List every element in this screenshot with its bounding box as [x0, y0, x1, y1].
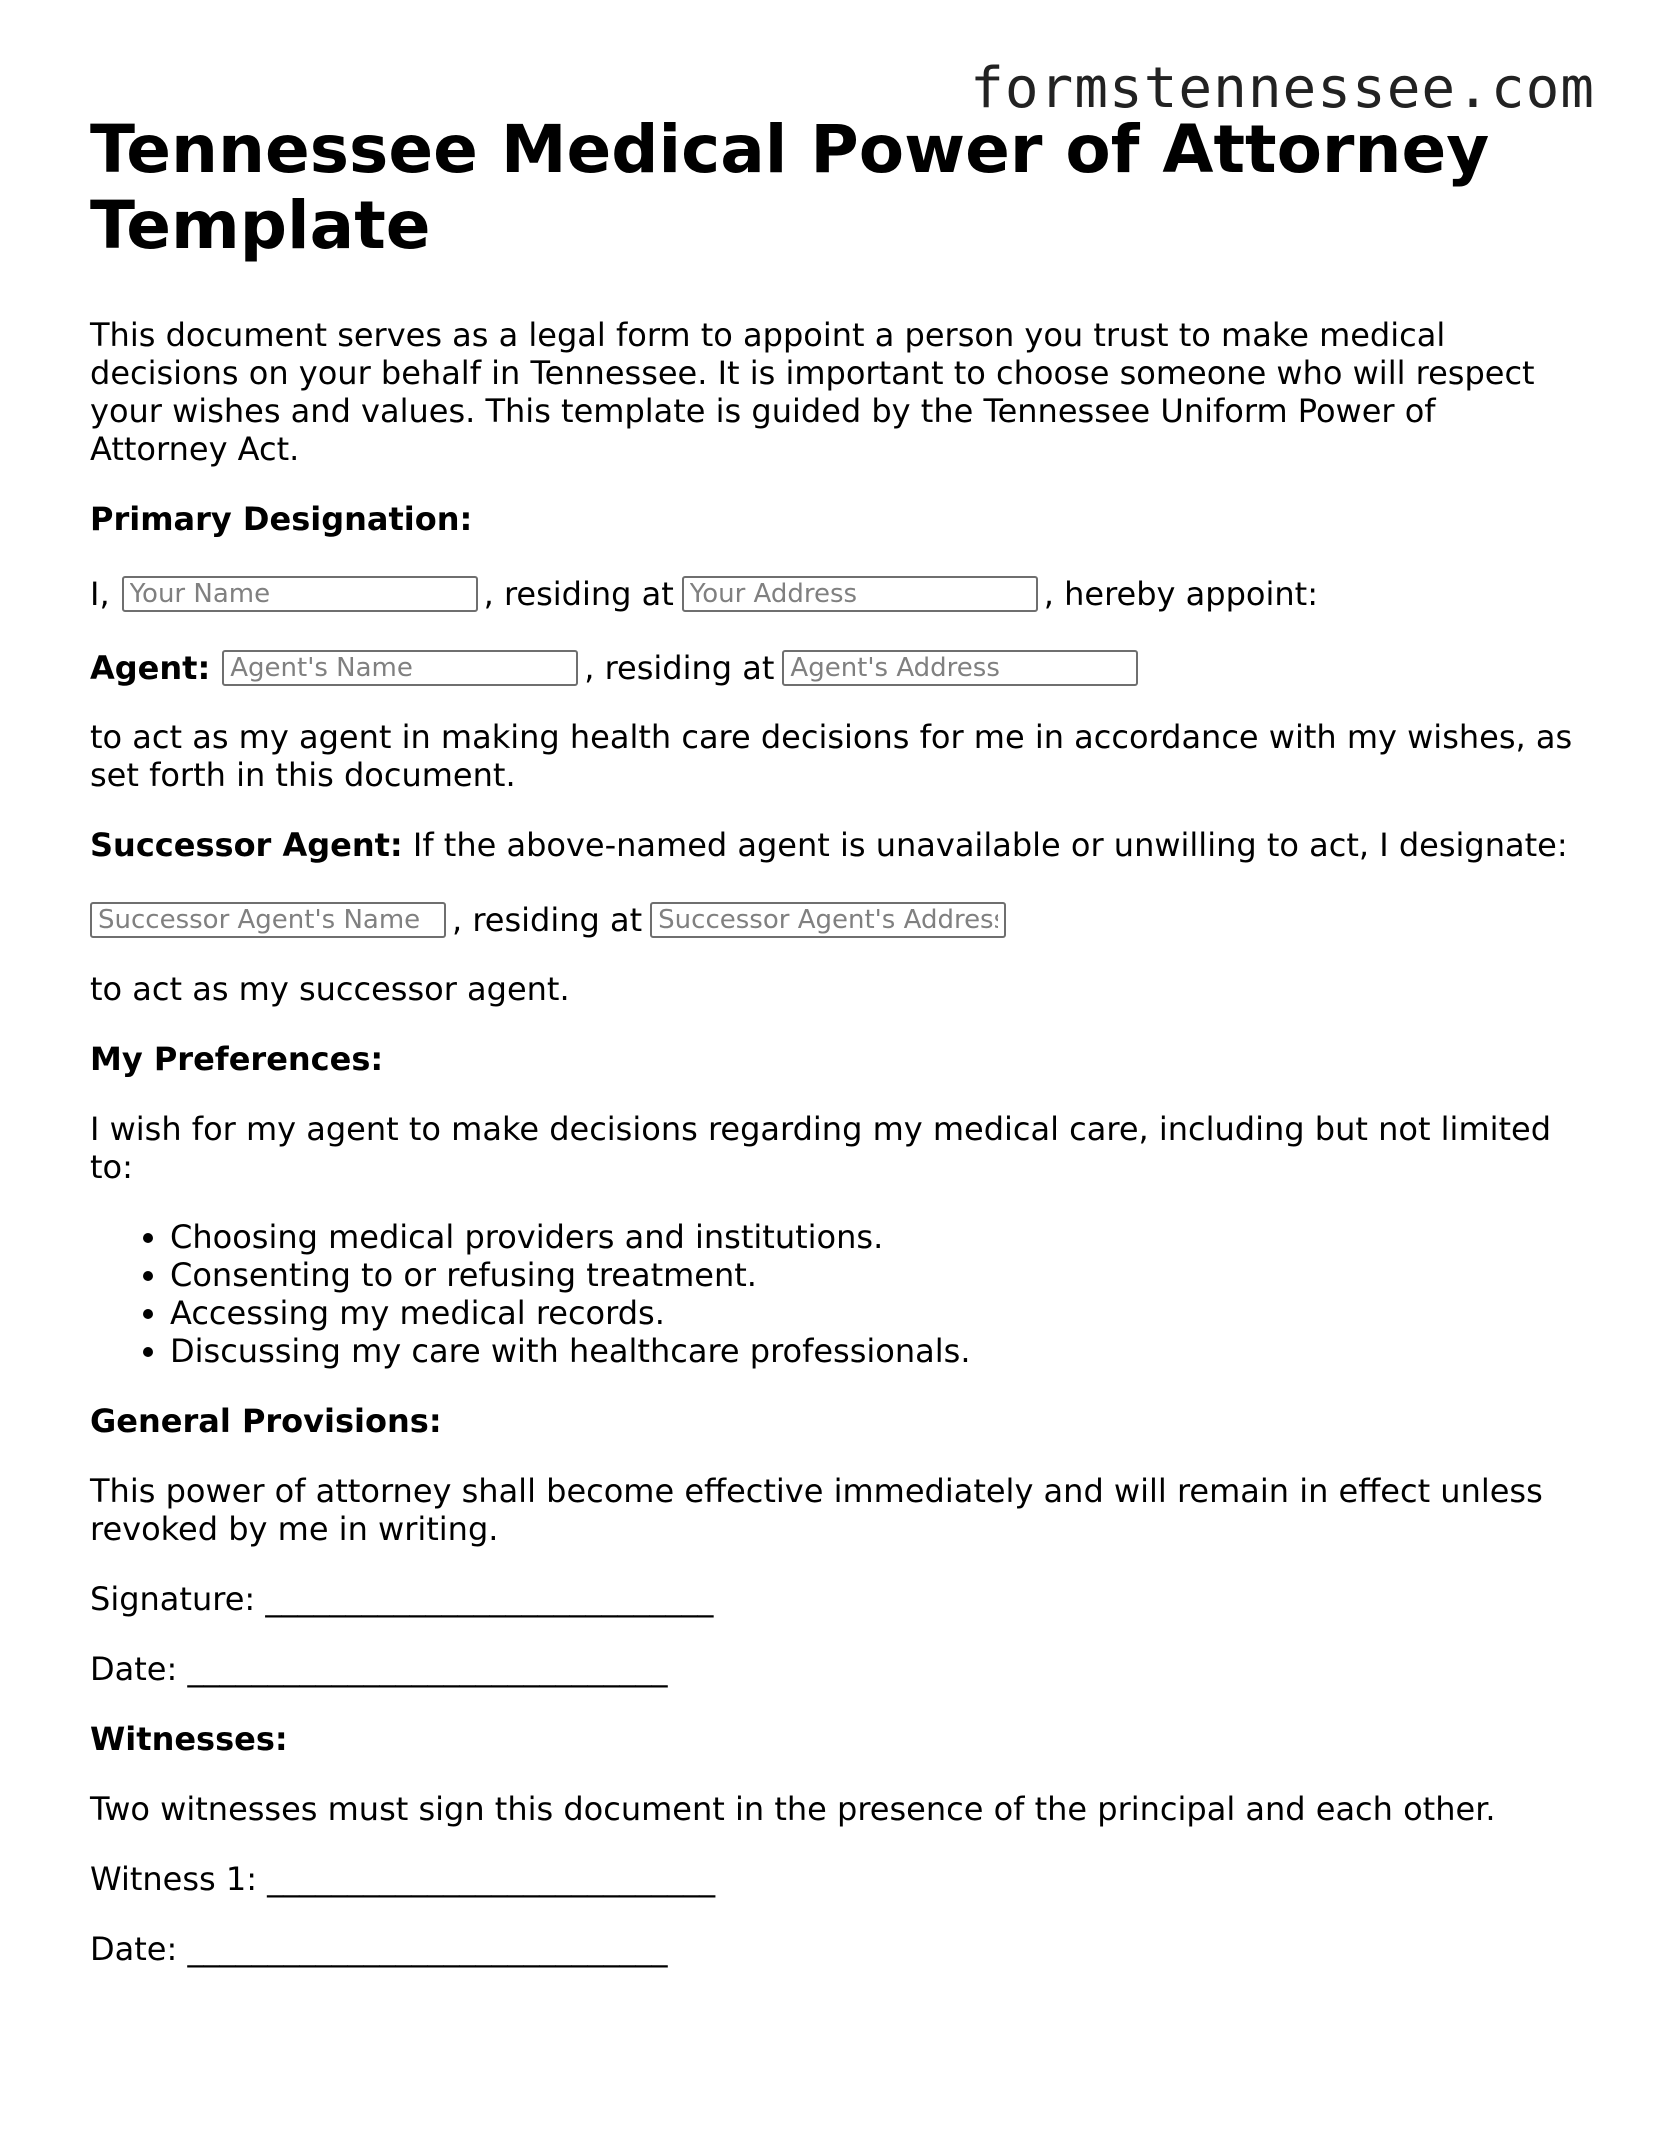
- agent-name-input[interactable]: [222, 650, 578, 686]
- agent-address-input[interactable]: [782, 650, 1138, 686]
- preferences-list: [90, 1218, 1580, 1370]
- witnesses-text: Two witnesses must sign this document in the presence of the principal and each other.: [90, 1790, 1496, 1828]
- preferences-text: I wish for my agent to make decisions regarding my medical care, including but not limited to:: [90, 1110, 1552, 1186]
- successor-intro: If the above-named agent is unavailable or unwilling to act, I designate:: [402, 826, 1568, 864]
- intro-paragraph: This document serves as a legal form to appoint a person you trust to make medical decisions on your behalf in Tennessee. It is important to choose someone who will respect your wishes and values. This template is guided by the Tennessee Uniform Power of Attorney Act.: [90, 316, 1535, 468]
- agent-row: [90, 644, 1580, 692]
- site-watermark: formstennessee.com: [970, 56, 1595, 121]
- successor-row: [90, 896, 1580, 944]
- agent-label: Agent:: [90, 649, 211, 687]
- successor-residing-text: , residing at: [452, 901, 643, 939]
- your-address-input[interactable]: [682, 576, 1038, 612]
- document-body: [90, 112, 1580, 2000]
- witnesses-heading: Witnesses:: [90, 1720, 288, 1758]
- list-item: • Discussing my care with healthcare professionals.: [170, 1332, 1580, 1370]
- page-title: Tennessee Medical Power of Attorney Template: [90, 111, 1490, 264]
- primary-designation-heading: Primary Designation:: [90, 500, 473, 538]
- preferences-heading: My Preferences:: [90, 1040, 384, 1078]
- principal-residing-text: , residing at: [483, 575, 674, 613]
- successor-address-input[interactable]: [650, 902, 1006, 938]
- witness-1-line: Witness 1: ____________________________: [90, 1860, 716, 1898]
- witness-1-date-line: Date: ______________________________: [90, 1930, 668, 1968]
- signature-line: Signature: ____________________________: [90, 1580, 714, 1618]
- principal-suffix: , hereby appoint:: [1043, 575, 1318, 613]
- list-item: • Accessing my medical records.: [170, 1294, 1580, 1332]
- agent-description: to act as my agent in making health care decisions for me in accordance with my wishes, as set forth in this document.: [90, 718, 1573, 794]
- list-item: • Consenting to or refusing treatment.: [170, 1256, 1580, 1294]
- successor-description: to act as my successor agent.: [90, 970, 570, 1008]
- your-name-input[interactable]: [122, 576, 478, 612]
- list-item: • Choosing medical providers and institutions.: [170, 1218, 1580, 1256]
- signature-date-line: Date: ______________________________: [90, 1650, 668, 1688]
- general-provisions-text: This power of attorney shall become effective immediately and will remain in effect unless revoked by me in writing.: [90, 1472, 1543, 1548]
- successor-name-input[interactable]: [90, 902, 446, 938]
- principal-row: [90, 570, 1580, 618]
- successor-label: Successor Agent:: [90, 826, 403, 864]
- principal-prefix: I,: [90, 575, 110, 613]
- general-provisions-heading: General Provisions:: [90, 1402, 442, 1440]
- successor-paragraph: [90, 826, 1580, 864]
- agent-residing-text: , residing at: [584, 649, 775, 687]
